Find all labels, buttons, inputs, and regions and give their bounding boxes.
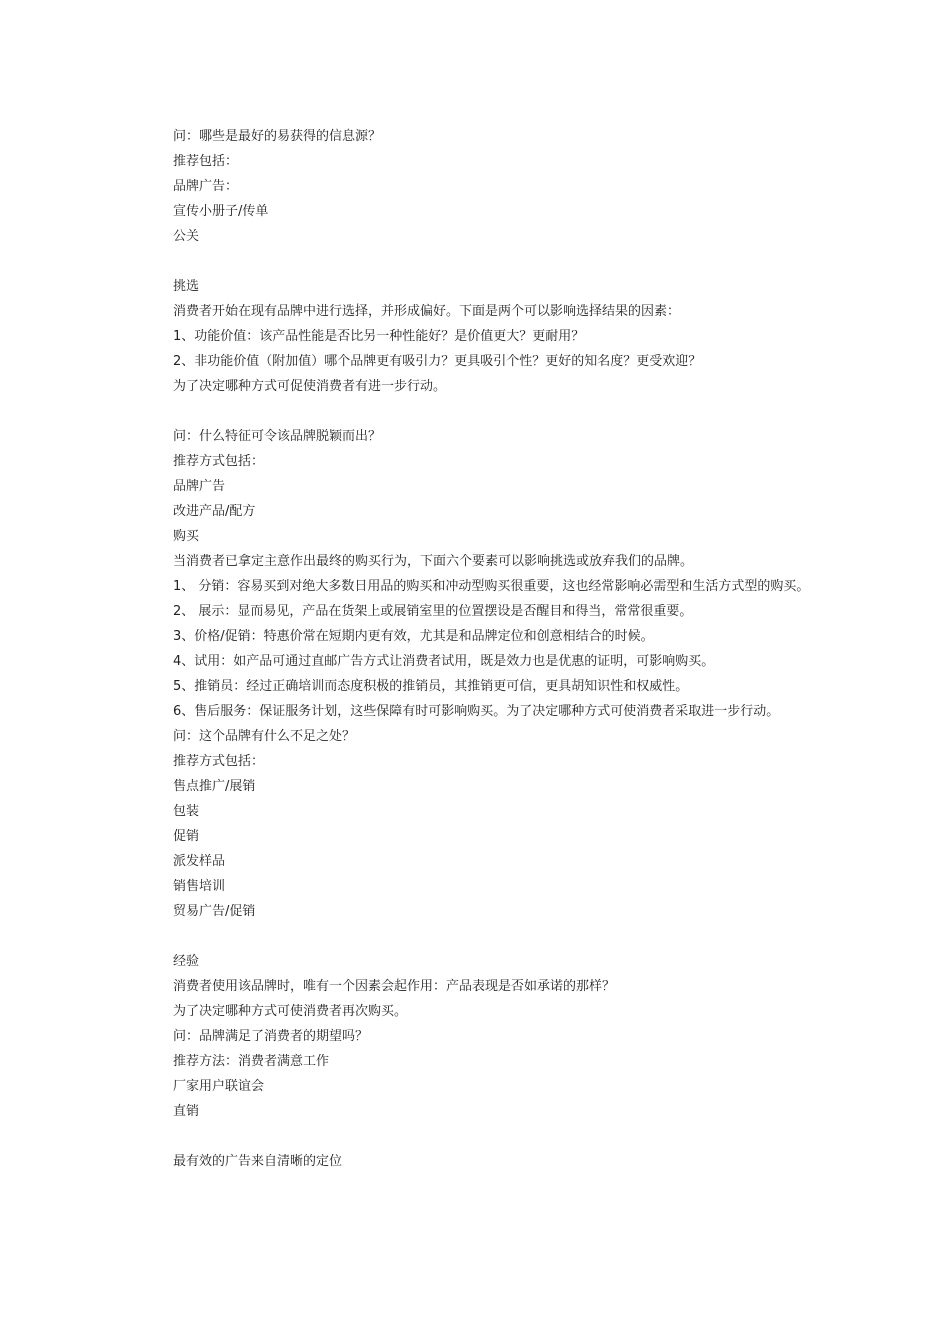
blank-line: [144, 249, 812, 274]
paragraph: 2、非功能价值（附加值）哪个品牌更有吸引力？更具吸引个性？更好的知名度？更受欢迎？: [173, 354, 702, 369]
list-item: 贸易广告/促销: [173, 904, 256, 919]
paragraph: 为了决定哪种方式可使消费者再次购买。: [173, 1004, 408, 1019]
paragraph: 消费者使用该品牌时，唯有一个因素会起作用：产品表现是否如承诺的那样？: [173, 979, 616, 994]
recommend-label: 推荐方式包括：: [173, 754, 265, 769]
list-item: 宣传小册子/传单: [173, 204, 269, 219]
list-item: 推荐方法：消费者满意工作: [173, 1054, 330, 1069]
list-item: 改进产品/配方: [173, 504, 256, 519]
blank-line: [144, 924, 812, 949]
document-page: [144, 124, 812, 1174]
paragraph: 1、功能价值：该产品性能是否比另一种性能好？是价值更大？更耐用？: [173, 329, 585, 344]
paragraph: 2、 展示：显而易见，产品在货架上或展销室里的位置摆设是否醒目和得当，常常很重要。: [173, 604, 693, 619]
question-brand-features: 问：什么特征可令该品牌脱颖而出？: [173, 429, 382, 444]
question-shortcomings: 问：这个品牌有什么不足之处？: [173, 729, 356, 744]
list-item: 促销: [173, 829, 200, 844]
paragraph: 3、价格/促销：特惠价常在短期内更有效，尤其是和品牌定位和创意相结合的时候。: [173, 629, 654, 644]
closing-statement: 最有效的广告来自清晰的定位: [173, 1154, 343, 1169]
list-item: 包装: [173, 804, 200, 819]
paragraph: 消费者开始在现有品牌中进行选择，并形成偏好。下面是两个可以影响选择结果的因素：: [173, 304, 681, 319]
blank-line: [144, 399, 812, 424]
question-expectations: 问：品牌满足了消费者的期望吗？: [173, 1029, 369, 1044]
paragraph-after-sales: 6、售后服务：保证服务计划，这些保障有时可影响购买。为了决定哪种方式可使消费者采取进一步行动。: [173, 704, 780, 719]
list-item: 派发样品: [173, 854, 226, 869]
section-heading-experience: 经验: [173, 954, 200, 969]
paragraph: 为了决定哪种方式可促使消费者有进一步行动。: [173, 379, 447, 394]
recommend-label: 推荐包括：: [173, 154, 239, 169]
recommend-label: 推荐方式包括：: [173, 454, 265, 469]
list-item: 公关: [173, 229, 200, 244]
list-item: 厂家用户联谊会: [173, 1079, 265, 1094]
paragraph: 当消费者已拿定主意作出最终的购买行为，下面六个要素可以影响挑选或放弃我们的品牌。: [173, 554, 694, 569]
paragraph-distribution: 1、 分销：容易买到对绝大多数日用品的购买和冲动型购买很重要，这也经常影响必需型和生活方式型的购买。: [173, 579, 810, 594]
list-item: 直销: [173, 1104, 200, 1119]
section-heading-selection: 挑选: [173, 279, 200, 294]
question-info-sources: 问：哪些是最好的易获得的信息源？: [173, 129, 382, 144]
section-heading-purchase: 购买: [173, 529, 200, 544]
list-item: 品牌广告: [173, 479, 226, 494]
list-item: 品牌广告：: [173, 179, 239, 194]
paragraph: 5、推销员：经过正确培训而态度积极的推销员，其推销更可信，更具胡知识性和权威性。: [173, 679, 689, 694]
blank-line: [144, 1124, 812, 1149]
list-item: 销售培训: [173, 879, 226, 894]
list-item: 售点推广/展销: [173, 779, 256, 794]
paragraph: 4、试用：如产品可通过直邮广告方式让消费者试用，既是效力也是优惠的证明，可影响购买。: [173, 654, 715, 669]
